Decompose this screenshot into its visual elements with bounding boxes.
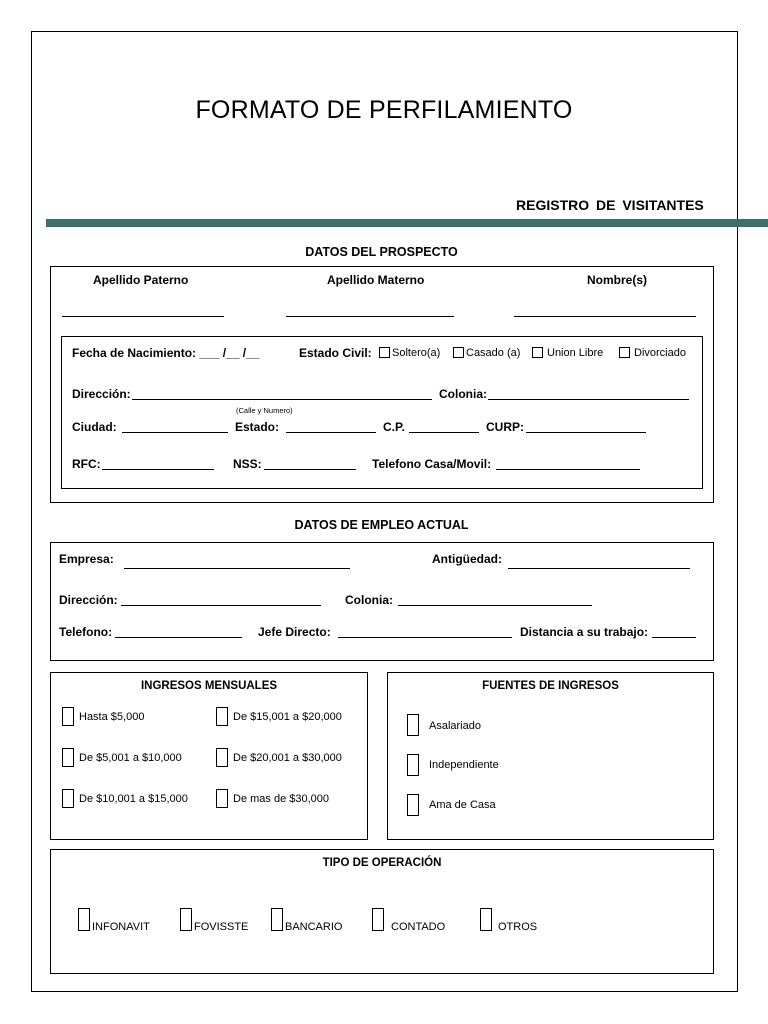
jefe-directo-field[interactable]	[338, 637, 512, 638]
divorciado-label: Divorciado	[634, 347, 686, 359]
cp-label: C.P.	[383, 420, 405, 434]
distancia-field[interactable]	[652, 637, 696, 638]
colonia-field[interactable]	[488, 399, 689, 400]
otros-label: OTROS	[498, 921, 538, 933]
colonia-label: Colonia:	[439, 387, 487, 401]
ingreso-option-2: De $15,001 a $20,000	[233, 711, 342, 723]
header-band	[46, 219, 768, 227]
apellido-materno-field[interactable]	[286, 316, 454, 317]
fecha-nacimiento-label: Fecha de Nacimiento: ___ /__ /__	[72, 346, 260, 360]
direccion-label: Dirección:	[72, 387, 131, 401]
apellido-materno-label: Apellido Materno	[327, 273, 425, 287]
section-title-prospecto: DATOS DEL PROSPECTO	[305, 245, 458, 259]
ingreso-checkbox-2[interactable]	[216, 707, 228, 726]
ciudad-field[interactable]	[122, 432, 228, 433]
divorciado-checkbox[interactable]	[619, 347, 630, 358]
telefono-casa-field[interactable]	[496, 469, 640, 470]
fuente-option-asalariado: Asalariado	[429, 720, 481, 732]
otros-checkbox[interactable]	[480, 908, 492, 931]
ingreso-option-4: De $20,001 a $30,000	[233, 752, 342, 764]
fuentes-box	[387, 672, 714, 840]
empleo-direccion-label: Dirección:	[59, 593, 118, 607]
estado-civil-label: Estado Civil:	[299, 346, 372, 360]
fovisste-label: FOVISSTE	[194, 921, 249, 933]
curp-label: CURP:	[486, 420, 524, 434]
empleo-telefono-label: Telefono:	[59, 625, 113, 639]
ingreso-option-1: Hasta $5,000	[79, 711, 145, 723]
fuente-option-ama-de-casa: Ama de Casa	[429, 799, 496, 811]
ingresos-title: INGRESOS MENSUALES	[140, 680, 278, 692]
apellido-paterno-label: Apellido Paterno	[93, 273, 189, 287]
ingreso-checkbox-4[interactable]	[216, 748, 228, 767]
fuente-checkbox-independiente[interactable]	[407, 754, 419, 776]
ingreso-checkbox-6[interactable]	[216, 789, 228, 808]
direccion-field[interactable]	[132, 399, 432, 400]
nss-label: NSS:	[233, 457, 262, 471]
contado-label: CONTADO	[391, 921, 446, 933]
union-libre-label: Union Libre	[547, 347, 604, 359]
soltero-checkbox[interactable]	[379, 347, 390, 358]
ingreso-checkbox-1[interactable]	[62, 707, 74, 726]
fuente-option-independiente: Independiente	[429, 759, 499, 771]
casado-label: Casado (a)	[466, 347, 521, 359]
ingreso-checkbox-5[interactable]	[62, 789, 74, 808]
bancario-label: BANCARIO	[285, 921, 343, 933]
distancia-label: Distancia a su trabajo:	[520, 625, 649, 639]
empleo-colonia-field[interactable]	[398, 605, 592, 606]
empresa-label: Empresa:	[59, 552, 114, 566]
ingreso-option-6: De mas de $30,000	[233, 793, 330, 805]
empleo-telefono-field[interactable]	[115, 637, 242, 638]
nombres-label: Nombre(s)	[587, 273, 648, 287]
antiguedad-field[interactable]	[508, 568, 690, 569]
fuente-checkbox-ama-de-casa[interactable]	[407, 794, 419, 816]
apellido-paterno-field[interactable]	[62, 316, 224, 317]
rfc-label: RFC:	[72, 457, 101, 471]
ciudad-label: Ciudad:	[72, 420, 117, 434]
infonavit-checkbox[interactable]	[78, 908, 90, 931]
empresa-field[interactable]	[124, 568, 350, 569]
antiguedad-label: Antigüedad:	[432, 552, 502, 566]
infonavit-label: INFONAVIT	[92, 921, 150, 933]
fuentes-title: FUENTES DE INGRESOS	[482, 680, 619, 692]
contado-checkbox[interactable]	[372, 908, 384, 931]
soltero-label: Soltero(a)	[392, 347, 441, 359]
page-border	[31, 31, 738, 992]
empleo-direccion-field[interactable]	[121, 605, 321, 606]
direccion-note: (Calle y Numero)	[236, 406, 293, 415]
empleo-colonia-label: Colonia:	[345, 593, 393, 607]
cp-field[interactable]	[409, 432, 479, 433]
fovisste-checkbox[interactable]	[180, 908, 192, 931]
curp-field[interactable]	[526, 432, 646, 433]
jefe-directo-label: Jefe Directo:	[258, 625, 331, 639]
ingreso-checkbox-3[interactable]	[62, 748, 74, 767]
nss-field[interactable]	[264, 469, 356, 470]
bancario-checkbox[interactable]	[271, 908, 283, 931]
rfc-field[interactable]	[102, 469, 214, 470]
nombres-field[interactable]	[514, 316, 696, 317]
ingreso-option-3: De $5,001 a $10,000	[79, 752, 182, 764]
telefono-casa-label: Telefono Casa/Movil:	[372, 457, 492, 471]
fuente-checkbox-asalariado[interactable]	[407, 714, 419, 736]
ingreso-option-5: De $10,001 a $15,000	[79, 793, 188, 805]
page-subtitle: REGISTRO DE VISITANTES	[516, 197, 704, 213]
casado-checkbox[interactable]	[453, 347, 464, 358]
section-title-empleo: DATOS DE EMPLEO ACTUAL	[294, 518, 469, 532]
estado-field[interactable]	[286, 432, 376, 433]
operacion-title: TIPO DE OPERACIÓN	[322, 857, 442, 869]
union-libre-checkbox[interactable]	[532, 347, 543, 358]
estado-label: Estado:	[235, 420, 280, 434]
page-title: FORMATO DE PERFILAMIENTO	[195, 96, 573, 124]
